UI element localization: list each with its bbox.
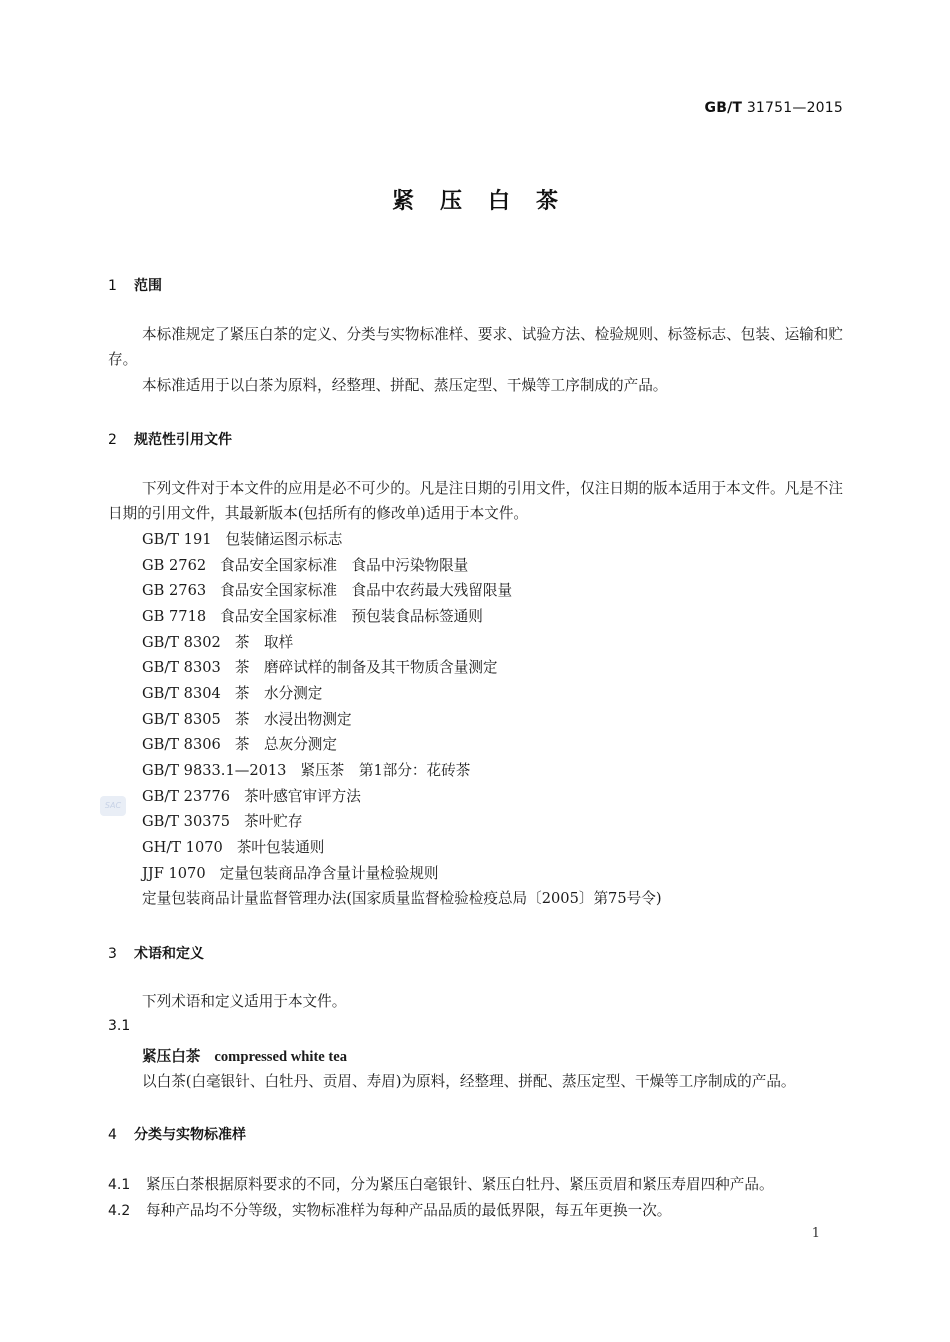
reference-title: 紧压茶 第1部分：花砖茶 (300, 762, 471, 779)
term-entry (142, 1045, 347, 1066)
clause-number: 4.2 (108, 1203, 131, 1219)
clause-text: 紧压白茶根据原料要求的不同，分为紧压白毫银针、紧压白牡丹、紧压贡眉和紧压寿眉四种产品。 (146, 1176, 774, 1193)
reference-item (142, 761, 470, 781)
document-title: 紧压白茶 (391, 189, 584, 214)
reference-item (142, 889, 662, 909)
standard-number: 31751—2015 (746, 100, 843, 116)
reference-code: GB/T 8302 (142, 634, 221, 651)
reference-title: 定量包装商品净含量计量检验规则 (219, 865, 439, 882)
standard-prefix: GB/T (704, 100, 743, 116)
reference-code: GB/T 8306 (142, 736, 221, 753)
reference-title: 茶叶感官审评方法 (244, 788, 361, 805)
section-1-paragraph-2: 本标准适用于以白茶为原料，经整理、拼配、蒸压定型、干燥等工序制成的产品。 (142, 377, 668, 394)
subclause-number: 3.1 (108, 1018, 131, 1034)
reference-item (142, 658, 498, 678)
reference-title: 食品安全国家标准 食品中污染物限量 (220, 557, 469, 574)
reference-item (142, 787, 361, 807)
reference-title: 茶 磨碎试样的制备及其干物质含量测定 (234, 659, 498, 676)
clause-number: 4.1 (108, 1177, 131, 1193)
reference-title: 包装储运图示标志 (225, 531, 343, 548)
section-number: 2 (108, 432, 117, 448)
section-title: 范围 (134, 278, 162, 294)
reference-item (142, 864, 439, 884)
standard-number-header (705, 100, 843, 116)
reference-title: 定量包装商品计量监督管理办法(国家质量监督检验检疫总局〔2005〕第75号令) (142, 890, 662, 907)
reference-code: GB 2763 (142, 582, 207, 599)
section-2-intro: 下列文件对于本文件的应用是必不可少的。凡是注日期的引用文件，仅注日期的版本适用于本文件。凡是不注日期的引用文件，其最新版本(包括所有的修改单)适用于本文件。 (108, 480, 843, 522)
reference-item (142, 530, 342, 550)
reference-code: JJF 1070 (142, 865, 206, 882)
reference-code: GB/T 9833.1—2013 (142, 762, 287, 779)
section-title: 分类与实物标准样 (134, 1127, 246, 1143)
page-number: 1 (811, 1226, 820, 1241)
reference-item (142, 812, 303, 832)
reference-title: 食品安全国家标准 食品中农药最大残留限量 (220, 582, 513, 599)
reference-code: GB/T 8304 (142, 685, 221, 702)
section-3-intro: 下列术语和定义适用于本文件。 (142, 993, 347, 1010)
section-title: 规范性引用文件 (134, 432, 232, 448)
term-english: compressed white tea (214, 1049, 348, 1065)
reference-item (142, 735, 337, 755)
reference-code: GH/T 1070 (142, 839, 223, 856)
reference-title: 食品安全国家标准 预包装食品标签通则 (220, 608, 483, 625)
reference-item (142, 607, 483, 627)
reference-title: 茶 水浸出物测定 (234, 711, 352, 728)
section-1-heading (108, 275, 162, 295)
reference-code: GB/T 8303 (142, 659, 221, 676)
reference-code: GB/T 191 (142, 531, 212, 548)
reference-item (142, 710, 352, 730)
clause-text: 每种产品均不分等级，实物标准样为每种产品品质的最低界限，每五年更换一次。 (146, 1202, 672, 1219)
reference-title: 茶 总灰分测定 (234, 736, 337, 753)
reference-code: GB/T 8305 (142, 711, 221, 728)
reference-title: 茶叶贮存 (244, 813, 303, 830)
section-4-heading (108, 1124, 246, 1144)
clause-4-1 (108, 1173, 774, 1194)
watermark-logo: SAC (100, 796, 126, 816)
section-number: 4 (108, 1127, 117, 1143)
reference-code: GB/T 30375 (142, 813, 231, 830)
reference-item (142, 556, 468, 576)
reference-code: GB 2762 (142, 557, 207, 574)
term-chinese: 紧压白茶 (142, 1048, 201, 1065)
section-3-heading (108, 943, 204, 963)
reference-title: 茶 取样 (234, 634, 294, 651)
section-2-heading (108, 429, 232, 449)
reference-code: GB/T 23776 (142, 788, 231, 805)
reference-title: 茶 水分测定 (234, 685, 323, 702)
section-number: 1 (108, 278, 117, 294)
section-number: 3 (108, 946, 117, 962)
section-1-paragraph-1: 本标准规定了紧压白茶的定义、分类与实物标准样、要求、试验方法、检验规则、标签标志、包装、运输和贮存。 (108, 326, 843, 368)
reference-code: GB 7718 (142, 608, 207, 625)
reference-item (142, 684, 322, 704)
reference-item (142, 838, 324, 858)
reference-title: 茶叶包装通则 (236, 839, 325, 856)
reference-item (142, 633, 293, 653)
clause-4-2 (108, 1199, 671, 1220)
section-title: 术语和定义 (134, 946, 204, 962)
term-definition: 以白茶(白毫银针、白牡丹、贡眉、寿眉)为原料，经整理、拼配、蒸压定型、干燥等工序制成的产品。 (142, 1073, 796, 1090)
reference-item (142, 581, 512, 601)
